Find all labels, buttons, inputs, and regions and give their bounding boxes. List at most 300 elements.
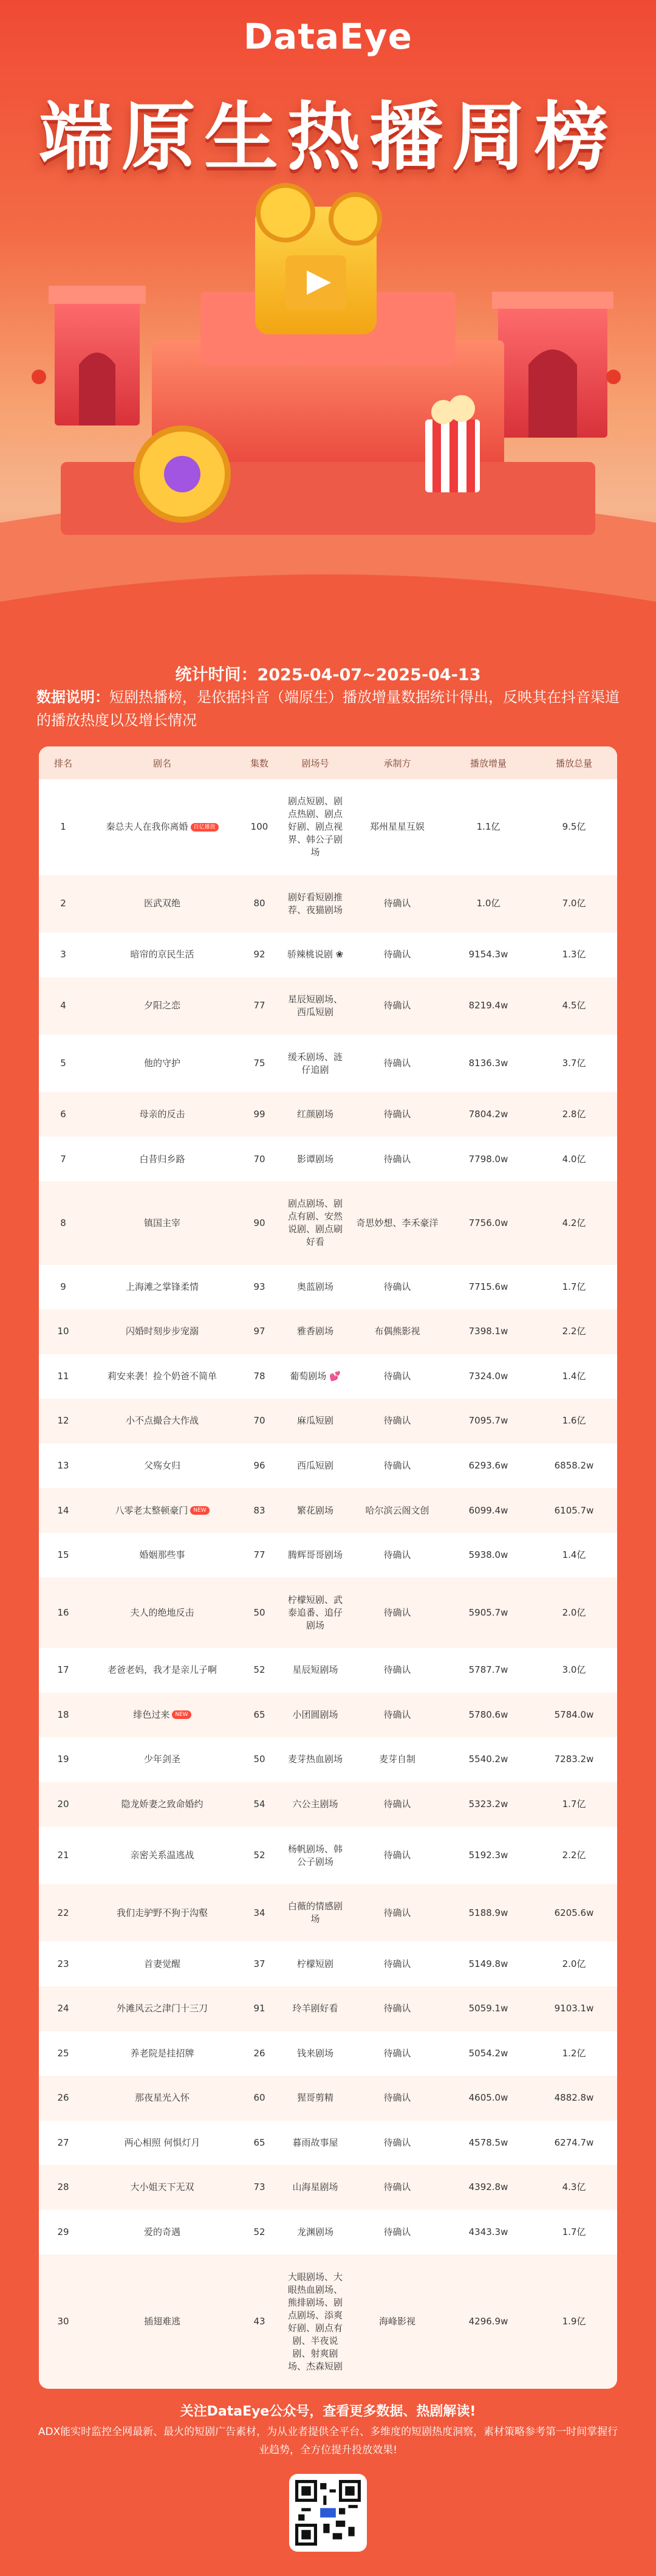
- cell-rank: [39, 2210, 87, 2255]
- cell-title: [87, 2254, 237, 2389]
- cell-episodes-text: 100: [250, 821, 268, 833]
- cell-producer-text: 待确认: [383, 1850, 411, 1861]
- cell-title-text: 镇国主宰: [143, 1217, 180, 1228]
- cell-title: [87, 1265, 237, 1310]
- cell-title: [87, 1488, 237, 1533]
- cell-episodes-text: 91: [253, 2003, 265, 2014]
- cell-increase-text: 7398.1w: [468, 1326, 508, 1337]
- cell-producer-text: 待确认: [383, 949, 411, 960]
- cell-total: [531, 1884, 617, 1942]
- cell-total: [531, 1533, 617, 1578]
- cell-total-text: 2.8亿: [562, 1109, 586, 1120]
- cell-total: [531, 1693, 617, 1738]
- cell-episodes: [237, 1137, 282, 1182]
- cell-rank: [39, 1092, 87, 1137]
- cell-rank-text: 4: [60, 1000, 66, 1011]
- cell-producer-text: 待确认: [383, 1370, 411, 1382]
- cell-rank: [39, 1737, 87, 1782]
- cell-theater: [282, 1092, 349, 1137]
- cell-rank-text: 15: [57, 1549, 69, 1561]
- cell-total: [531, 1182, 617, 1265]
- cell-theater-text: 影谭剧场: [296, 1153, 333, 1165]
- cell-title: [87, 2031, 237, 2076]
- cell-producer: [349, 1577, 446, 1648]
- cell-theater-text: 雅香剧场: [296, 1326, 333, 1337]
- cell-title-text: 我们走驴野不狗于沟壑: [116, 1907, 208, 1918]
- cell-title: [87, 779, 237, 875]
- cell-producer-text: 哈尔滨云阁文创: [365, 1504, 429, 1516]
- title-badge: NEW: [172, 1710, 191, 1719]
- cell-title: [87, 1737, 237, 1782]
- cell-title-text: 小不点撮合大作战: [125, 1415, 199, 1427]
- cell-increase: [446, 2121, 531, 2166]
- cell-theater-text: 星辰短剧场、西瓜短剧: [287, 993, 343, 1018]
- cell-theater-text: 红颜剧场: [296, 1109, 333, 1120]
- cell-increase: [446, 1265, 531, 1310]
- cell-theater-text: 杨帆剧场、韩公子剧场: [287, 1843, 343, 1867]
- cell-episodes-text: 77: [253, 1000, 265, 1011]
- cell-theater-text: 骄辣桃说剧 ❀: [287, 949, 344, 960]
- cell-total-text: 2.0亿: [562, 1958, 586, 1969]
- cell-title-text: 亲密关系温逃战: [130, 1850, 194, 1861]
- cell-total-text: 2.0亿: [562, 1607, 586, 1618]
- cell-episodes: [237, 1533, 282, 1578]
- cell-rank: [39, 1533, 87, 1578]
- col-title: 剧名: [87, 746, 237, 779]
- cell-increase: [446, 2210, 531, 2255]
- cell-total-text: 5784.0w: [554, 1709, 594, 1720]
- cell-title-text: 两心相照 何惧灯月: [124, 2137, 200, 2148]
- cell-rank: [39, 2165, 87, 2210]
- col-increase: 播放增量: [446, 746, 531, 779]
- table-row: [39, 1782, 617, 1827]
- cell-title: [87, 1941, 237, 1986]
- cell-rank: [39, 1693, 87, 1738]
- cell-title: [87, 1577, 237, 1648]
- cell-increase: [446, 1941, 531, 1986]
- cell-total: [531, 2076, 617, 2121]
- cell-theater: [282, 1444, 349, 1489]
- cell-total: [531, 779, 617, 875]
- cell-episodes: [237, 977, 282, 1035]
- cell-producer: [349, 2254, 446, 2389]
- cell-increase-text: 5938.0w: [468, 1549, 508, 1561]
- cell-theater: [282, 1577, 349, 1648]
- cell-episodes: [237, 932, 282, 977]
- cell-title-text: 闪婚时刻步步宠溺: [125, 1326, 199, 1337]
- cell-producer-text: 布偶熊影视: [374, 1326, 420, 1337]
- cell-increase: [446, 1182, 531, 1265]
- cell-total-text: 1.7亿: [562, 1798, 586, 1810]
- cell-episodes: [237, 2165, 282, 2210]
- cell-producer-text: 待确认: [383, 898, 411, 909]
- cell-episodes: [237, 2031, 282, 2076]
- table-row: [39, 1884, 617, 1942]
- cell-theater: [282, 1265, 349, 1310]
- cell-increase: [446, 1782, 531, 1827]
- cell-episodes: [237, 2254, 282, 2389]
- cell-total-text: 9.5亿: [562, 821, 586, 833]
- cell-rank-text: 12: [57, 1415, 69, 1427]
- cell-increase: [446, 977, 531, 1035]
- cell-producer: [349, 2165, 446, 2210]
- cell-rank-text: 10: [57, 1326, 69, 1337]
- cell-title-text: 外滩风云之津门十三刀: [116, 2003, 208, 2014]
- cell-theater-text: 暮雨故事屋: [292, 2137, 338, 2148]
- cell-rank: [39, 2121, 87, 2166]
- cell-producer: [349, 1092, 446, 1137]
- cell-total: [531, 1941, 617, 1986]
- cell-producer: [349, 1035, 446, 1092]
- brand-logo: DataEye: [244, 16, 412, 57]
- cell-increase: [446, 1737, 531, 1782]
- cell-episodes: [237, 2076, 282, 2121]
- cell-increase-text: 6293.6w: [468, 1460, 508, 1472]
- cell-total: [531, 1782, 617, 1827]
- cell-increase: [446, 2165, 531, 2210]
- cell-episodes: [237, 1092, 282, 1137]
- cell-theater: [282, 2254, 349, 2389]
- cell-rank-text: 29: [57, 2226, 69, 2238]
- cell-title-text: 秦总夫人在我你离婚: [106, 821, 188, 833]
- cell-title: [87, 1884, 237, 1942]
- cell-episodes: [237, 1182, 282, 1265]
- cell-rank-text: 16: [57, 1607, 69, 1618]
- table-row: [39, 1444, 617, 1489]
- cell-theater: [282, 977, 349, 1035]
- cell-increase-text: 7095.7w: [468, 1415, 508, 1427]
- cell-rank-text: 6: [60, 1109, 66, 1120]
- cell-episodes-text: 65: [253, 1709, 265, 1720]
- cell-episodes: [237, 1827, 282, 1884]
- cell-rank: [39, 1265, 87, 1310]
- cell-increase: [446, 2254, 531, 2389]
- cell-theater: [282, 1827, 349, 1884]
- cell-theater-text: 柠檬短剧、武泰追番、追仔剧场: [287, 1594, 343, 1631]
- cell-increase: [446, 1444, 531, 1489]
- cell-total-text: 1.3亿: [562, 949, 586, 960]
- cell-theater: [282, 1693, 349, 1738]
- hero-illustration: [0, 182, 656, 650]
- cell-increase: [446, 1827, 531, 1884]
- cell-title: [87, 1035, 237, 1092]
- cell-title-text: 白昔归乡路: [139, 1153, 185, 1165]
- cell-increase-text: 5780.6w: [468, 1709, 508, 1720]
- cell-episodes: [237, 1265, 282, 1310]
- cell-title-text: 莉安来袭！捡个奶爸不简单: [107, 1370, 217, 1382]
- cell-theater: [282, 2210, 349, 2255]
- cell-episodes-text: 37: [253, 1958, 265, 1969]
- cell-total: [531, 875, 617, 933]
- cell-producer: [349, 2031, 446, 2076]
- cell-increase: [446, 2076, 531, 2121]
- cell-rank: [39, 1354, 87, 1399]
- cell-title-text: 夕阳之恋: [143, 1000, 180, 1011]
- cell-theater: [282, 1533, 349, 1578]
- ranking-table: [39, 746, 617, 2389]
- cell-producer-text: 待确认: [383, 1415, 411, 1427]
- table-row: [39, 1577, 617, 1648]
- cell-increase: [446, 875, 531, 933]
- cell-producer-text: 待确认: [383, 1153, 411, 1165]
- cell-theater-text: 剧好看短剧推荐、夜猫剧场: [287, 891, 343, 915]
- cell-theater-text: 玲羊剧好看: [292, 2003, 338, 2014]
- cell-theater-text: 大眼剧场、大眼热血剧场、熊排剧场、剧点剧场、添爽好剧、剧点有剧、半夜说剧、射爽剧场、杰森短剧: [287, 2271, 343, 2372]
- cell-theater: [282, 1737, 349, 1782]
- cell-title: [87, 2076, 237, 2121]
- cell-producer: [349, 1782, 446, 1827]
- cell-rank-text: 25: [57, 2047, 69, 2059]
- cell-rank: [39, 1444, 87, 1489]
- cell-producer: [349, 2121, 446, 2166]
- cell-theater-text: 小团圆剧场: [292, 1709, 338, 1720]
- cell-rank-text: 30: [57, 2316, 69, 2327]
- cell-title: [87, 1533, 237, 1578]
- cell-producer-text: 待确认: [383, 2092, 411, 2104]
- table-row: [39, 1137, 617, 1182]
- table-row: [39, 2076, 617, 2121]
- cell-total: [531, 1035, 617, 1092]
- cell-rank-text: 27: [57, 2137, 69, 2148]
- cell-total: [531, 1354, 617, 1399]
- cell-rank: [39, 1309, 87, 1354]
- cell-theater-text: 六公主剧场: [292, 1798, 338, 1810]
- cell-increase-text: 5787.7w: [468, 1664, 508, 1676]
- cell-producer: [349, 1693, 446, 1738]
- cell-episodes: [237, 1693, 282, 1738]
- cell-theater: [282, 1182, 349, 1265]
- cell-episodes-text: 70: [253, 1415, 265, 1427]
- cell-rank-text: 22: [57, 1907, 69, 1918]
- cell-title-text: 暗帘的京民生活: [130, 949, 194, 960]
- table-row: [39, 1827, 617, 1884]
- cell-title-text: 那夜星光入怀: [134, 2092, 190, 2104]
- cell-producer: [349, 1182, 446, 1265]
- cell-producer-text: 待确认: [383, 1058, 411, 1069]
- cell-episodes-text: 52: [253, 1664, 265, 1676]
- cell-total: [531, 1137, 617, 1182]
- cell-episodes: [237, 1941, 282, 1986]
- cell-increase-text: 7804.2w: [468, 1109, 508, 1120]
- cell-increase-text: 9154.3w: [468, 949, 508, 960]
- table-row: [39, 1309, 617, 1354]
- cell-theater-text: 奥蓝剧场: [296, 1281, 333, 1292]
- cell-rank-text: 13: [57, 1460, 69, 1472]
- cell-total: [531, 2121, 617, 2166]
- table-row: [39, 875, 617, 933]
- table-row: [39, 1182, 617, 1265]
- title-badge: NEW: [190, 1506, 209, 1515]
- cell-rank-text: 1: [60, 821, 66, 833]
- table-row: [39, 1737, 617, 1782]
- cell-rank-text: 7: [60, 1153, 66, 1165]
- cell-rank-text: 2: [60, 898, 66, 909]
- cell-theater-text: 繁花剧场: [296, 1504, 333, 1516]
- cell-total-text: 6274.7w: [554, 2137, 594, 2148]
- cell-theater: [282, 1986, 349, 2031]
- cell-rank: [39, 1182, 87, 1265]
- cell-increase: [446, 1488, 531, 1533]
- cell-total-text: 3.7亿: [562, 1058, 586, 1069]
- cell-producer: [349, 1444, 446, 1489]
- cell-theater: [282, 2076, 349, 2121]
- cell-rank-text: 3: [60, 949, 66, 960]
- table-row: [39, 2210, 617, 2255]
- cell-producer: [349, 1884, 446, 1942]
- qr-code[interactable]: [289, 2474, 367, 2552]
- cell-rank: [39, 2031, 87, 2076]
- cell-rank: [39, 1941, 87, 1986]
- cell-theater-text: 麻瓜短剧: [296, 1415, 333, 1427]
- cell-theater-text: 麦芽热血剧场: [287, 1754, 343, 1765]
- cell-total: [531, 1737, 617, 1782]
- cell-total: [531, 1827, 617, 1884]
- cell-title: [87, 1648, 237, 1693]
- cell-theater: [282, 1354, 349, 1399]
- cell-increase-text: 8136.3w: [468, 1058, 508, 1069]
- cell-title-text: 首妻觉醒: [143, 1958, 180, 1969]
- cell-total: [531, 1577, 617, 1648]
- cell-rank: [39, 779, 87, 875]
- cell-episodes-text: 93: [253, 1281, 265, 1292]
- col-episodes: 集数: [237, 746, 282, 779]
- cell-increase-text: 5188.9w: [468, 1907, 508, 1918]
- cell-rank-text: 17: [57, 1664, 69, 1676]
- cell-title-text: 隐龙娇妻之致命婚约: [121, 1798, 203, 1810]
- cell-episodes-text: 99: [253, 1109, 265, 1120]
- cell-total: [531, 1986, 617, 2031]
- cell-total: [531, 2165, 617, 2210]
- cell-increase: [446, 932, 531, 977]
- cell-increase: [446, 1354, 531, 1399]
- cell-total-text: 4882.8w: [554, 2092, 594, 2104]
- cell-total-text: 7.0亿: [562, 898, 586, 909]
- cell-producer: [349, 1354, 446, 1399]
- cell-title-text: 八零老太整顿豪门: [115, 1504, 188, 1516]
- cell-theater: [282, 2165, 349, 2210]
- cell-theater: [282, 1648, 349, 1693]
- cell-title: [87, 1444, 237, 1489]
- cell-theater: [282, 1035, 349, 1092]
- cell-increase: [446, 1693, 531, 1738]
- table-row: [39, 1092, 617, 1137]
- cell-total: [531, 2031, 617, 2076]
- cell-episodes-text: 77: [253, 1549, 265, 1561]
- cell-theater-text: 西瓜短剧: [296, 1460, 333, 1472]
- cell-title: [87, 1782, 237, 1827]
- cell-producer-text: 待确认: [383, 1958, 411, 1969]
- cell-increase-text: 5192.3w: [468, 1850, 508, 1861]
- cell-rank: [39, 2254, 87, 2389]
- cell-increase-text: 1.1亿: [476, 821, 501, 833]
- cell-episodes: [237, 779, 282, 875]
- cell-episodes-text: 50: [253, 1607, 265, 1618]
- cell-total-text: 4.0亿: [562, 1153, 586, 1165]
- cell-title-text: 绯色过来: [133, 1709, 170, 1720]
- cell-title-text: 上海滩之掌锋柔情: [125, 1281, 199, 1292]
- cell-theater: [282, 2031, 349, 2076]
- cell-title-text: 大小姐天下无双: [130, 2182, 194, 2193]
- cell-theater: [282, 1488, 349, 1533]
- cell-total: [531, 1488, 617, 1533]
- table-row: [39, 1941, 617, 1986]
- cell-episodes-text: 97: [253, 1326, 265, 1337]
- cell-increase-text: 8219.4w: [468, 1000, 508, 1011]
- cell-producer-text: 待确认: [383, 2182, 411, 2193]
- cell-increase-text: 4343.3w: [468, 2226, 508, 2238]
- cell-producer-text: 待确认: [383, 1664, 411, 1676]
- cell-total-text: 4.5亿: [562, 1000, 586, 1011]
- cell-title-text: 插翅难逃: [143, 2316, 180, 2327]
- cell-episodes-text: 26: [253, 2047, 265, 2059]
- cell-title: [87, 1137, 237, 1182]
- cell-theater-text: 柠檬短剧: [296, 1958, 333, 1969]
- cell-episodes: [237, 1035, 282, 1092]
- table-header: [39, 746, 617, 779]
- cell-rank-text: 18: [57, 1709, 69, 1720]
- cell-total-text: 9103.1w: [554, 2003, 594, 2014]
- cell-total-text: 3.0亿: [562, 1664, 586, 1676]
- cell-increase-text: 7715.6w: [468, 1281, 508, 1292]
- cell-producer-text: 待确认: [383, 1000, 411, 1011]
- cell-episodes-text: 90: [253, 1217, 265, 1228]
- cell-episodes: [237, 1488, 282, 1533]
- cell-producer-text: 海峰影视: [378, 2316, 415, 2327]
- cell-total: [531, 1399, 617, 1444]
- cell-theater-text: 白薇的情感剧场: [287, 1901, 343, 1925]
- cell-rank: [39, 1884, 87, 1942]
- cell-rank-text: 19: [57, 1754, 69, 1765]
- cell-episodes-text: 52: [253, 1850, 265, 1861]
- cell-increase-text: 4605.0w: [468, 2092, 508, 2104]
- cell-rank: [39, 1827, 87, 1884]
- cell-episodes-text: 78: [253, 1370, 265, 1382]
- cell-increase-text: 7798.0w: [468, 1153, 508, 1165]
- cell-producer: [349, 1986, 446, 2031]
- cell-theater-text: 腾辉哥哥剧场: [287, 1549, 343, 1561]
- cell-rank-text: 24: [57, 2003, 69, 2014]
- cell-episodes-text: 43: [253, 2316, 265, 2327]
- cell-producer: [349, 1737, 446, 1782]
- cell-total-text: 1.7亿: [562, 2226, 586, 2238]
- cell-producer-text: 待确认: [383, 1798, 411, 1810]
- table-row: [39, 1265, 617, 1310]
- footer-title: 关注DataEye公众号，查看更多数据、热剧解读!: [180, 2404, 476, 2419]
- table-row: [39, 1035, 617, 1092]
- table-row: [39, 2165, 617, 2210]
- cell-rank: [39, 1035, 87, 1092]
- cell-theater-text: 钱来剧场: [296, 2047, 333, 2059]
- cell-episodes: [237, 2121, 282, 2166]
- stat-period: 统计时间：2025-04-07~2025-04-13: [175, 666, 481, 684]
- cell-increase-text: 5059.1w: [468, 2003, 508, 2014]
- cell-theater: [282, 1137, 349, 1182]
- cell-episodes: [237, 1354, 282, 1399]
- cell-total-text: 7283.2w: [554, 1754, 594, 1765]
- cell-title-text: 父殇女归: [143, 1460, 180, 1472]
- data-note-label: 数据说明：: [36, 689, 109, 706]
- cell-producer-text: 待确认: [383, 1460, 411, 1472]
- cell-episodes-text: 60: [253, 2092, 265, 2104]
- cell-producer: [349, 1265, 446, 1310]
- cell-episodes-text: 92: [253, 949, 265, 960]
- cell-increase-text: 6099.4w: [468, 1504, 508, 1516]
- cell-producer-text: 待确认: [383, 2137, 411, 2148]
- title-badge: 百亿播放: [191, 823, 219, 832]
- table-row: [39, 1533, 617, 1578]
- cell-total-text: 2.2亿: [562, 1850, 586, 1861]
- cell-increase-text: 7324.0w: [468, 1370, 508, 1382]
